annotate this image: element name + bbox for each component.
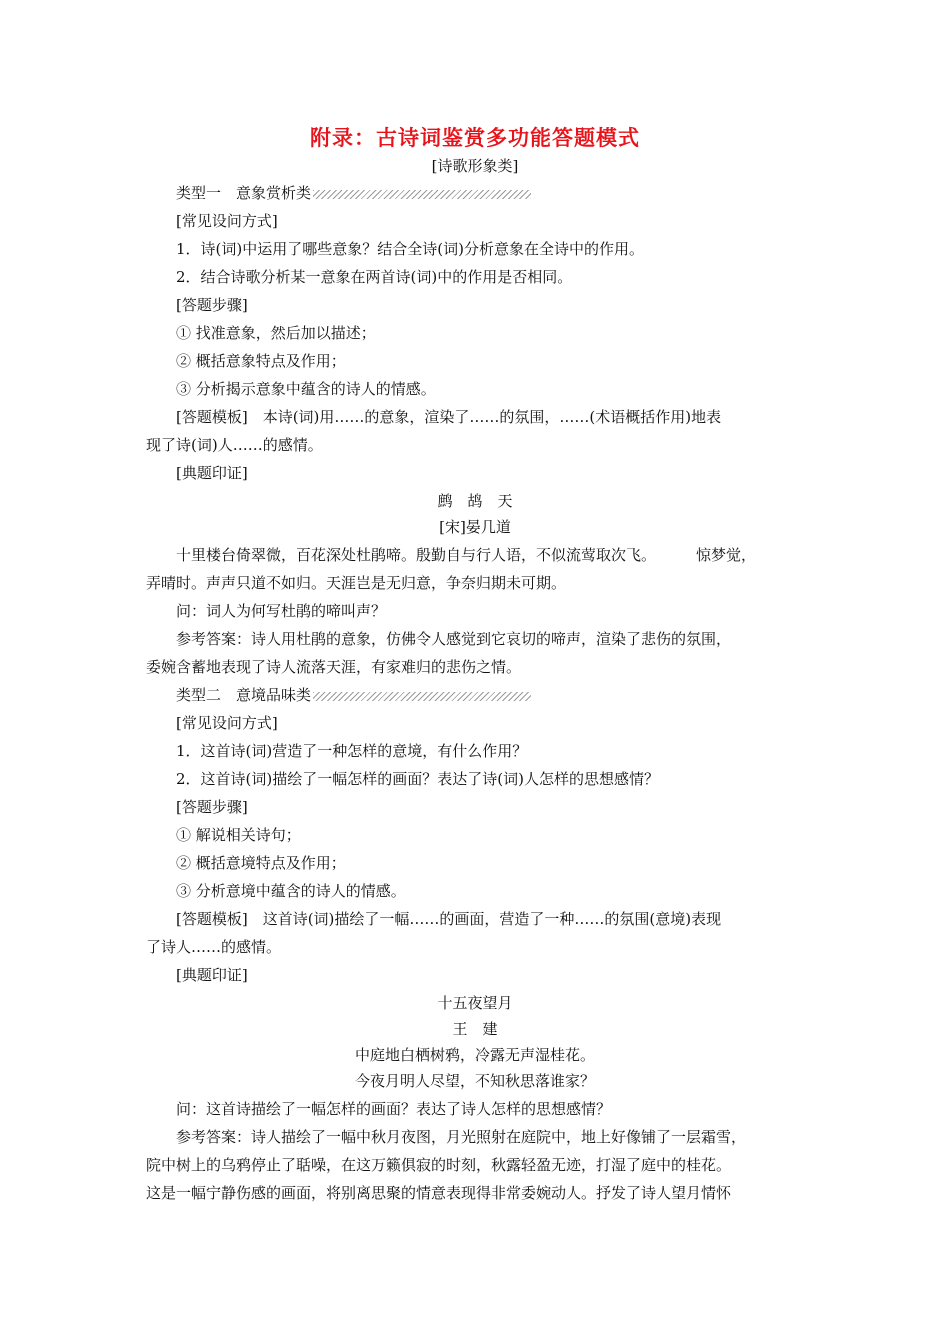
type2-poem-line-2: 今夜月明人尽望，不知秋思落谁家？ — [354, 1072, 595, 1090]
type1-ask-2: 2．结合诗歌分析某一意象在两首诗(词)中的作用是否相同。 — [176, 268, 573, 286]
type2-step-2: ② 概括意境特点及作用； — [176, 854, 346, 872]
type1-answer-line-2: 委婉含蓄地表现了诗人流落天涯，有家难归的悲伤之情。 — [146, 658, 522, 676]
type1-poem-line-1a: 十里楼台倚翠微，百花深处杜鹃啼。殷勤自与行人语，不似流莺取次飞。 — [176, 546, 657, 564]
type1-ask-label: [常见设问方式] — [176, 212, 278, 230]
type2-heading — [176, 685, 531, 705]
page-title: 附录：古诗词鉴赏多功能答题模式 — [310, 126, 640, 150]
type2-template-line-2: 了诗人……的感情。 — [146, 938, 282, 956]
type1-question: 问：词人为何写杜鹃的啼叫声？ — [176, 602, 387, 620]
type1-answer-line-1: 参考答案：诗人用杜鹃的意象，仿佛令人感觉到它哀切的啼声，渲染了悲伤的氛围， — [176, 630, 732, 648]
type2-answer-line-3: 这是一幅宁静伤感的画面，将别离思聚的情意表现得非常委婉动人。抒发了诗人望月情怀 — [146, 1184, 732, 1202]
type1-step-1: ① 找准意象，然后加以描述； — [176, 324, 376, 342]
type2-answer-line-1: 参考答案：诗人描绘了一幅中秋月夜图，月光照射在庭院中，地上好像铺了一层霜雪， — [176, 1128, 747, 1146]
type2-ask-label: [常见设问方式] — [176, 714, 278, 732]
type1-poem-author: [宋]晏几道 — [439, 518, 511, 536]
type2-poem-title: 十五夜望月 — [437, 994, 513, 1012]
type2-step-1: ① 解说相关诗句； — [176, 826, 301, 844]
type1-step-3: ③ 分析揭示意象中蕴含的诗人的情感。 — [176, 380, 436, 398]
hatch-divider — [313, 692, 531, 701]
type1-poem-line-1b: 惊梦觉， — [696, 546, 757, 564]
type1-step-2: ② 概括意象特点及作用； — [176, 352, 346, 370]
type1-heading-text: 类型一 意象赏析类 — [176, 184, 312, 202]
type2-poem-line-1: 中庭地白栖树鸦，冷露无声湿桂花。 — [354, 1046, 595, 1064]
type2-poem-author: 王 建 — [452, 1020, 498, 1038]
type1-steps-label: [答题步骤] — [176, 296, 248, 314]
type2-heading-text: 类型二 意境品味类 — [176, 686, 312, 704]
hatch-divider — [313, 190, 531, 199]
type2-question: 问：这首诗描绘了一幅怎样的画面？表达了诗人怎样的思想感情？ — [176, 1100, 612, 1118]
page-subtitle: [诗歌形象类] — [431, 157, 519, 175]
type1-template-line-2: 现了诗(词)人……的感情。 — [146, 436, 323, 454]
type2-ask-2: 2．这首诗(词)描绘了一幅怎样的画面？表达了诗(词)人怎样的思想感情？ — [176, 770, 659, 788]
type2-example-label: [典题印证] — [176, 966, 248, 984]
type2-steps-label: [答题步骤] — [176, 798, 248, 816]
type1-poem-line-1 — [176, 545, 756, 565]
type1-template-line-1: [答题模板] 本诗(词)用……的意象，渲染了……的氛围，……(术语概括作用)地表 — [176, 408, 722, 426]
type1-example-label: [典题印证] — [176, 464, 248, 482]
type1-heading — [176, 183, 531, 203]
type2-step-3: ③ 分析意境中蕴含的诗人的情感。 — [176, 882, 406, 900]
type2-answer-line-2: 院中树上的乌鸦停止了聒噪，在这万籁俱寂的时刻，秋露轻盈无迹，打湿了庭中的桂花。 — [146, 1156, 732, 1174]
type2-template-line-1: [答题模板] 这首诗(词)描绘了一幅……的画面，营造了一种……的氛围(意境)表现 — [176, 910, 722, 928]
type1-ask-1: 1．诗(词)中运用了哪些意象？结合全诗(词)分析意象在全诗中的作用。 — [176, 240, 644, 258]
type1-poem-title: 鹧 鸪 天 — [437, 492, 513, 510]
type1-poem-line-2: 弄晴时。声声只道不如归。天涯岂是无归意，争奈归期未可期。 — [146, 574, 567, 592]
type2-ask-1: 1．这首诗(词)营造了一种怎样的意境，有什么作用？ — [176, 742, 528, 760]
